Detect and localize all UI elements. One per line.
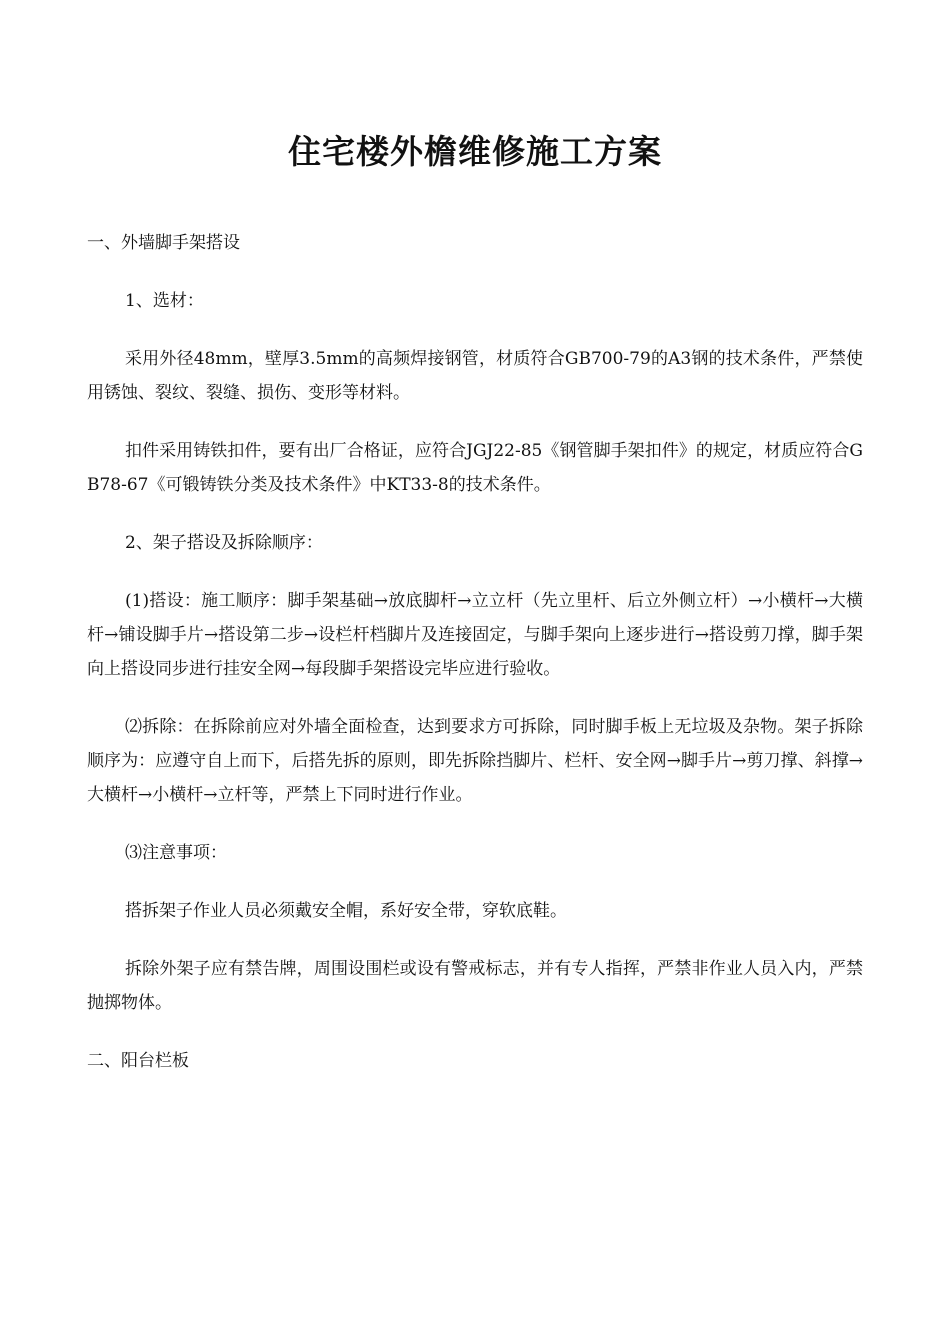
section-heading-scaffolding: 一、外墙脚手架搭设 [87, 233, 240, 253]
paragraph-fasteners: 扣件采用铸铁扣件，要有出厂合格证，应符合JGJ22-85《钢管脚手架扣件》的规定，材质应符合GB78-67《可锻铸铁分类及技术条件》中KT33-8的技术条件。 [87, 441, 863, 495]
section-heading-balcony: 二、阳台栏板 [87, 1051, 189, 1071]
document-title: 住宅楼外檐维修施工方案 [288, 132, 662, 171]
paragraph-dismantling: ⑵拆除：在拆除前应对外墙全面检查，达到要求方可拆除，同时脚手板上无垃圾及杂物。架子拆除顺序为：应遵守自上而下，后搭先拆的原则，即先拆除挡脚片、栏杆、安全网→脚手片→剪刀撑、斜撑→大横杆→小横杆→立杆等，严禁上下同时进行作业。 [87, 717, 863, 805]
document-body [87, 226, 863, 1102]
paragraph-steel-pipe: 采用外径48mm，壁厚3.5mm的高频焊接钢管，材质符合GB700-79的A3钢的技术条件，严禁使用锈蚀、裂纹、裂缝、损伤、变形等材料。 [87, 349, 863, 403]
paragraph-warning-signs: 拆除外架子应有禁告牌，周围设围栏或设有警戒标志，并有专人指挥，严禁非作业人员入内，严禁抛掷物体。 [87, 959, 863, 1013]
subsection-heading-precautions: ⑶注意事项： [125, 843, 227, 863]
subsection-heading-materials: 1、选材： [125, 291, 204, 311]
paragraph-erection: (1)搭设：施工顺序：脚手架基础→放底脚杆→立立杆（先立里杆、后立外侧立杆）→小横杆→大横杆→铺设脚手片→搭设第二步→设栏杆档脚片及连接固定，与脚手架向上逐步进行→搭设剪刀撑，脚手架向上搭设同步进行挂安全网→每段脚手架搭设完毕应进行验收。 [87, 591, 863, 679]
paragraph-safety-gear: 搭拆架子作业人员必须戴安全帽，系好安全带，穿软底鞋。 [125, 901, 567, 921]
subsection-heading-erection-order: 2、架子搭设及拆除顺序： [125, 533, 323, 553]
